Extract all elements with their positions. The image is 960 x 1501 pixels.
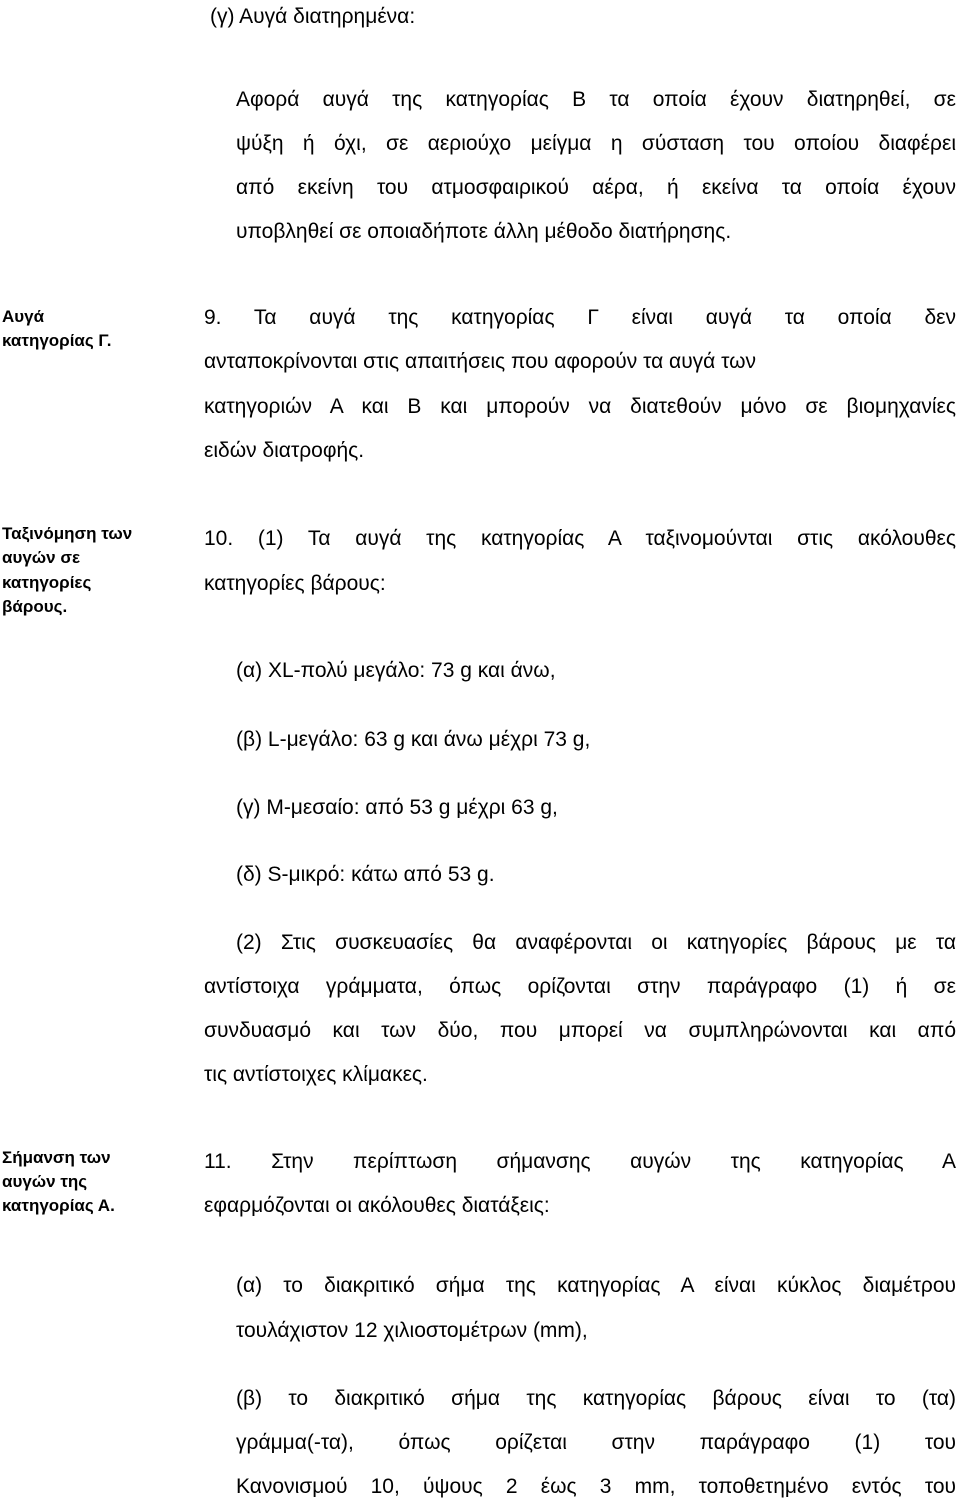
- margin-note: αυγών της: [2, 1172, 88, 1191]
- list-item: (α) XL-πολύ μεγάλο: 73 g και άνω,: [236, 659, 556, 682]
- paragraph-line: 9. Τα αυγά της κατηγορίας Γ είναι αυγά τα οποία δεν: [204, 306, 956, 329]
- margin-note: Αυγά: [2, 307, 45, 326]
- paragraph-line: συνδυασμό και των δύο, που μπορεί να συμπληρώνονται και από: [204, 1019, 956, 1042]
- list-item: γράμμα(-τα), όπως ορίζεται στην παράγραφο (1) του: [236, 1431, 956, 1454]
- paragraph-line: 11. Στην περίπτωση σήμανσης αυγών της κατηγορίας Α: [204, 1150, 956, 1173]
- paragraph-line: 10. (1) Τα αυγά της κατηγορίας Α ταξινομούνται στις ακόλουθες: [204, 527, 956, 550]
- margin-note: αυγών σε: [2, 548, 81, 567]
- paragraph-line: αντίστοιχα γράμματα, όπως ορίζονται στην παράγραφο (1) ή σε: [204, 975, 956, 998]
- margin-note: κατηγορίας Α.: [2, 1196, 115, 1215]
- margin-note: κατηγορίας Γ.: [2, 331, 112, 350]
- list-item: (α) το διακριτικό σήμα της κατηγορίας Α είναι κύκλος διαμέτρου: [236, 1274, 956, 1297]
- margin-note: Ταξινόμηση των: [2, 524, 133, 543]
- list-item: (γ) Μ-μεσαίο: από 53 g μέχρι 63 g,: [236, 796, 558, 819]
- section-heading: (γ) Αυγά διατηρημένα:: [210, 5, 416, 28]
- margin-note: Σήμανση των: [2, 1148, 111, 1167]
- paragraph-line: ψύξη ή όχι, σε αεριούχο μείγμα η σύσταση του οποίου διαφέρει: [236, 132, 956, 155]
- list-item: (δ) S-μικρό: κάτω από 53 g.: [236, 863, 495, 886]
- paragraph-line: κατηγοριών Α και Β και μπορούν να διατεθούν μόνο σε βιομηχανίες: [204, 395, 956, 418]
- paragraph-line: Αφορά αυγά της κατηγορίας Β τα οποία έχουν διατηρηθεί, σε: [236, 88, 956, 111]
- paragraph-line: εφαρμόζονται οι ακόλουθες διατάξεις:: [204, 1194, 550, 1217]
- paragraph-line: (2) Στις συσκευασίες θα αναφέρονται οι κατηγορίες βάρους με τα: [236, 931, 956, 954]
- list-item: Κανονισμού 10, ύψους 2 έως 3 mm, τοποθετημένο εντός του: [236, 1475, 956, 1498]
- list-item: (β) L-μεγάλο: 63 g και άνω μέχρι 73 g,: [236, 728, 591, 751]
- paragraph-line: κατηγορίες βάρους:: [204, 572, 386, 595]
- paragraph-line: υποβληθεί σε οποιαδήποτε άλλη μέθοδο διατήρησης.: [236, 220, 732, 243]
- paragraph-line: τις αντίστοιχες κλίμακες.: [204, 1063, 428, 1086]
- list-item: (β) το διακριτικό σήμα της κατηγορίας βάρους είναι το (τα): [236, 1387, 956, 1410]
- margin-note: βάρους.: [2, 597, 68, 616]
- list-item: τουλάχιστον 12 χιλιοστομέτρων (mm),: [236, 1319, 588, 1342]
- margin-note: κατηγορίες: [2, 573, 92, 592]
- paragraph-line: από εκείνη του ατμοσφαιρικού αέρα, ή εκείνα τα οποία έχουν: [236, 176, 956, 199]
- paragraph-line: ανταποκρίνονται στις απαιτήσεις που αφορούν τα αυγά των: [204, 350, 757, 373]
- paragraph-line: ειδών διατροφής.: [204, 439, 365, 462]
